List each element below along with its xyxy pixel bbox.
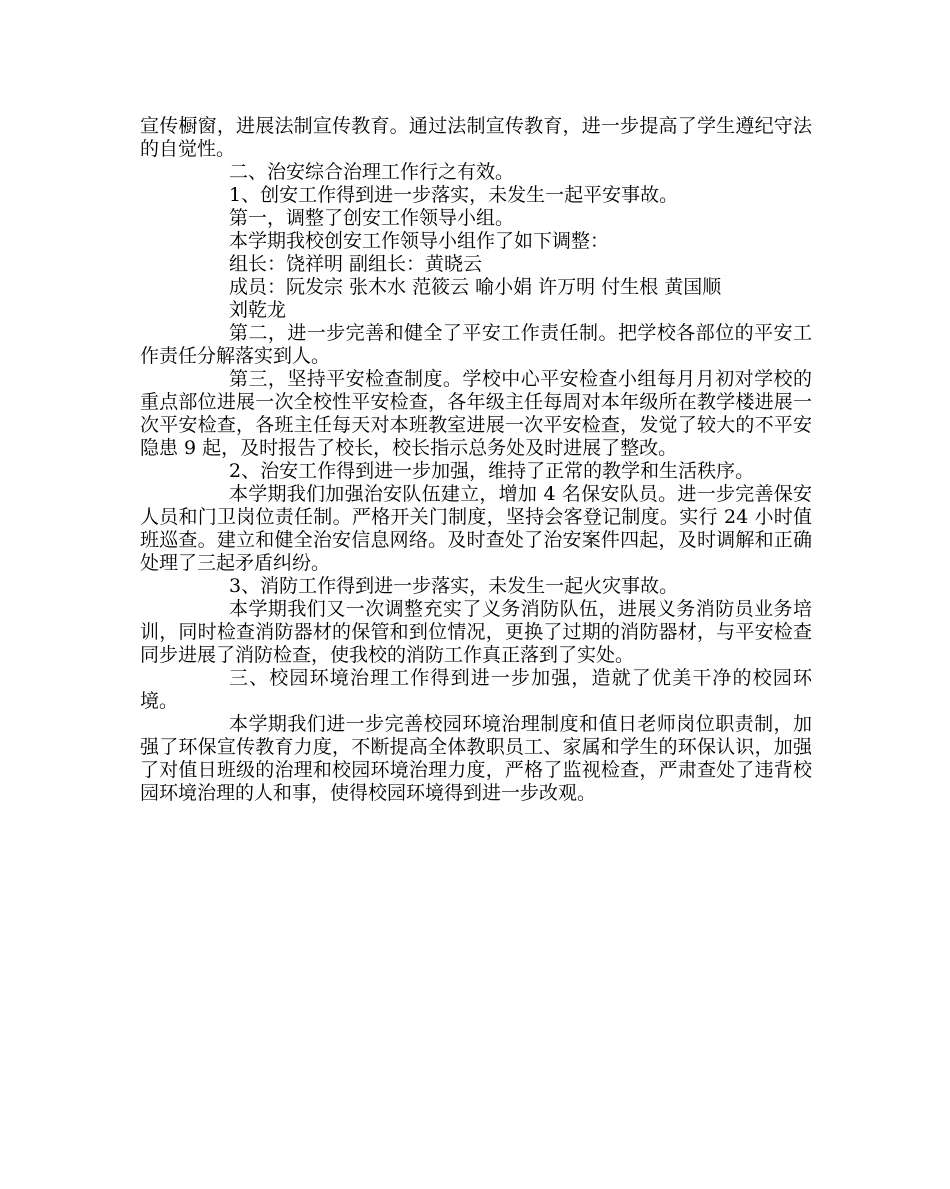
- paragraph-group-members: 成员：阮发宗 张木水 范筱云 喻小娟 许万明 付生根 黄国顺: [229, 276, 722, 298]
- paragraph-first-adjustment: 第一，调整了创安工作领导小组。: [229, 207, 515, 229]
- paragraph-environment-management: 本学期我们进一步完善校园环境治理制度和值日老师岗位职责制，加强了环保宣传教育力度，不断提高全体教职员工、家属和学生的环保认识，加强了对值日班级的治理和校园环境治理力度，严格了监视检查，严肃查处了违背校园环境治理的人和事，使得校园环境得到进一步改观。: [140, 713, 812, 804]
- heading-campus-environment: 三、校园环境治理工作得到进一步加强，造就了优美干净的校园环境。: [140, 667, 812, 712]
- paragraph-group-adjustment: 本学期我校创安工作领导小组作了如下调整：: [229, 230, 610, 252]
- subheading-public-order: 2、治安工作得到进一步加强，维持了正常的教学和生活秩序。: [229, 460, 755, 482]
- document-body: [140, 115, 812, 805]
- paragraph-group-member-last: 刘乾龙: [229, 299, 287, 321]
- subheading-fire-safety: 3、消防工作得到进一步落实，未发生一起火灾事故。: [229, 575, 679, 597]
- paragraph-group-leaders: 组长：饶祥明 副组长：黄晓云: [229, 253, 483, 275]
- heading-security-management: 二、治安综合治理工作行之有效。: [229, 161, 515, 183]
- subheading-safety-work: 1、创安工作得到进一步落实，未发生一起平安事故。: [229, 184, 679, 206]
- paragraph-security-team: 本学期我们加强治安队伍建立，增加 4 名保安队员。进一步完善保安人员和门卫岗位责任制。严格开关门制度，坚持会客登记制度。实行 24 小时值班巡查。建立和健全治安信息网络。及时查处了治安案件四起，及时调解和正确处理了三起矛盾纠纷。: [140, 483, 812, 574]
- paragraph-third-inspection: 第三，坚持平安检查制度。学校中心平安检查小组每月月初对学校的重点部位进展一次全校性平安检查，各年级主任每周对本年级所在教学楼进展一次平安检查，各班主任每天对本班教室进展一次平安检查，发觉了较大的不平安隐患 9 起，及时报告了校长，校长指示总务处及时进展了整改。: [140, 368, 812, 459]
- paragraph-fire-brigade: 本学期我们又一次调整充实了义务消防队伍，进展义务消防员业务培训，同时检查消防器材的保管和到位情况，更换了过期的消防器材，与平安检查同步进展了消防检查，使我校的消防工作真正落到了实处。: [140, 598, 812, 666]
- paragraph-publicity-window: 宣传橱窗，进展法制宣传教育。通过法制宣传教育，进一步提高了学生遵纪守法的自觉性。: [140, 115, 812, 160]
- paragraph-second-responsibility: 第二，进一步完善和健全了平安工作责任制。把学校各部位的平安工作责任分解落实到人。: [140, 322, 812, 367]
